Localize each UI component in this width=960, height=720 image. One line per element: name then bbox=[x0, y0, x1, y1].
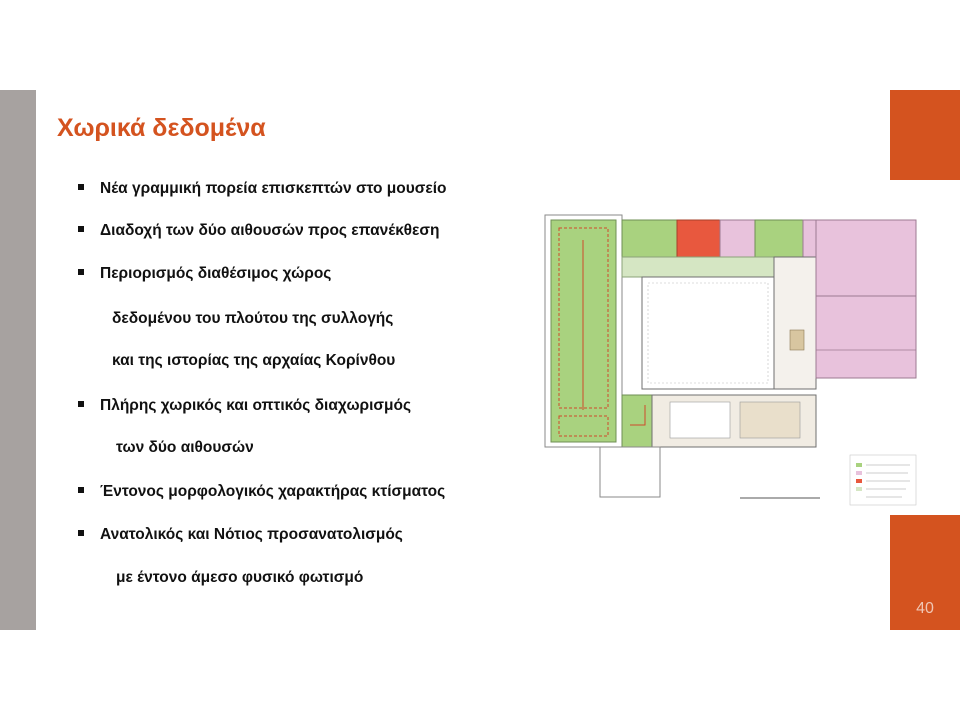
left-side-bar bbox=[0, 90, 36, 630]
floor-plan-image bbox=[530, 180, 922, 510]
bullet-marker bbox=[78, 226, 84, 232]
bullet-marker bbox=[78, 487, 84, 493]
slide-title: Χωρικά δεδομένα bbox=[57, 114, 266, 142]
page-number: 40 bbox=[916, 600, 934, 617]
bullet-marker bbox=[78, 184, 84, 190]
bullet-marker bbox=[78, 269, 84, 275]
accent-block-top bbox=[890, 90, 960, 180]
bullet-marker bbox=[78, 530, 84, 536]
bullet-marker bbox=[78, 401, 84, 407]
